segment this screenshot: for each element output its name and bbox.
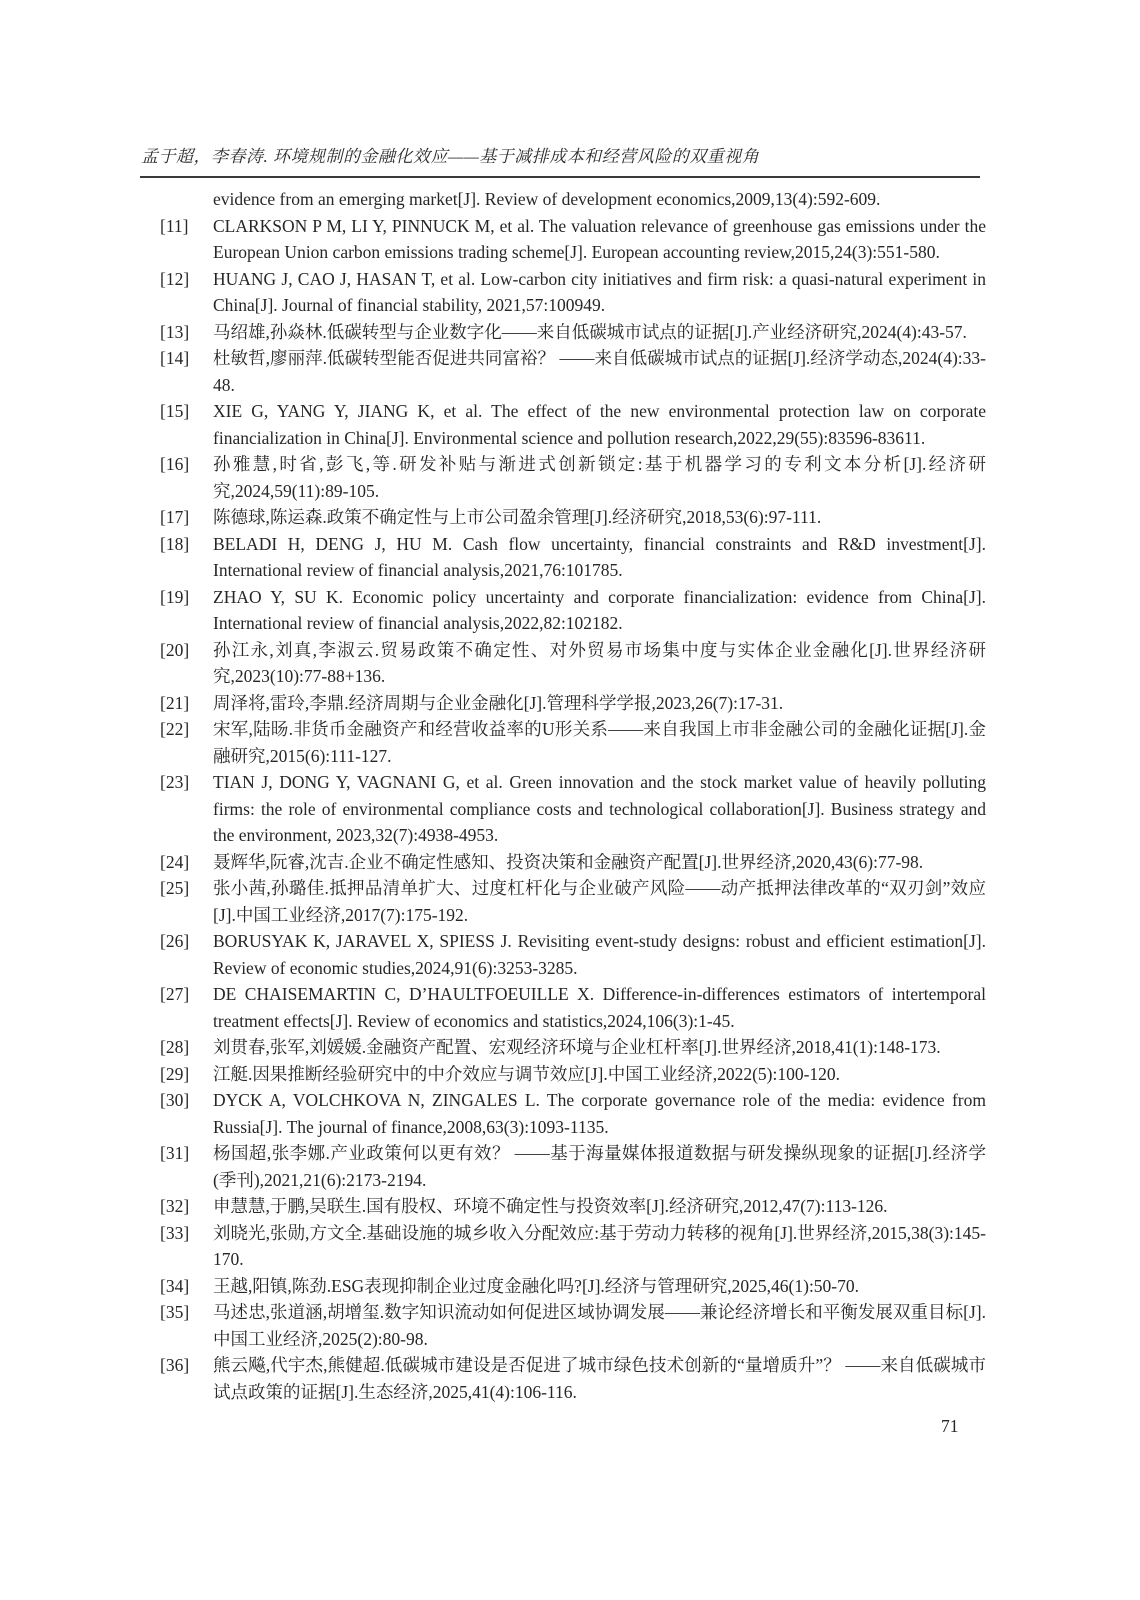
reference-text: 王越,阳镇,陈劲.ESG表现抑制企业过度金融化吗?[J].经济与管理研究,2025,46(1):50-70.	[213, 1275, 860, 1296]
reference-text: HUANG J, CAO J, HASAN T, et al. Low-carbon city initiatives and firm risk: a quasi-natural experiment in China[J]. Journal of financial stability, 2021,57:100949.	[213, 268, 986, 315]
reference-item	[160, 928, 986, 981]
reference-number: [11]	[160, 215, 189, 236]
reference-number: [13]	[160, 321, 190, 342]
reference-item	[160, 1087, 986, 1140]
page-number: 71	[941, 1416, 959, 1436]
reference-item	[160, 637, 986, 690]
reference-item	[160, 849, 986, 876]
reference-item	[160, 584, 986, 637]
reference-number: [15]	[160, 401, 190, 421]
reference-item	[160, 875, 986, 928]
reference-text: 张小茜,孙璐佳.抵押品清单扩大、过度杠杆化与企业破产风险——动产抵押法律改革的“双刃剑”效应[J].中国工业经济,2017(7):175-192.	[213, 878, 986, 925]
reference-number: [32]	[160, 1196, 190, 1216]
reference-number: [25]	[160, 878, 190, 898]
reference-text: 杨国超,张李娜.产业政策何以更有效？ ——基于海量媒体报道数据与研发操纵现象的证据[J].经济学(季刊),2021,21(6):2173-2194.	[213, 1143, 986, 1190]
reference-number: [30]	[160, 1090, 190, 1110]
reference-text: BORUSYAK K, JARAVEL X, SPIESS J. Revisiting event-study designs: robust and efficient estimation[J]. Review of economic studies,2024,91(6):3253-3285.	[213, 931, 986, 978]
reference-text: 马述忠,张道涵,胡增玺.数字知识流动如何促进区域协调发展——兼论经济增长和平衡发展双重目标[J].中国工业经济,2025(2):80-98.	[213, 1302, 986, 1349]
reference-number: [31]	[160, 1143, 190, 1163]
reference-number: [16]	[160, 454, 190, 474]
reference-text: 陈德球,陈运森.政策不确定性与上市公司盈余管理[J].经济研究,2018,53(6):97-111.	[213, 507, 822, 527]
reference-item	[160, 451, 986, 504]
reference-text: 申慧慧,于鹏,吴联生.国有股权、环境不确定性与投资效率[J].经济研究,2012,47(7):113-126.	[213, 1196, 888, 1216]
reference-text: 江艇.因果推断经验研究中的中介效应与调节效应[J].中国工业经济,2022(5):100-120.	[213, 1063, 841, 1084]
reference-number: [27]	[160, 984, 190, 1004]
reference-item	[160, 1220, 986, 1273]
reference-text: 聂辉华,阮睿,沈吉.企业不确定性感知、投资决策和金融资产配置[J].世界经济,2020,43(6):77-98.	[213, 851, 924, 872]
reference-item	[160, 266, 986, 319]
reference-item	[160, 1061, 986, 1088]
reference-number: [26]	[160, 931, 190, 951]
reference-item	[160, 769, 986, 849]
reference-number: [35]	[160, 1302, 190, 1322]
reference-item	[160, 504, 986, 531]
reference-text: 孙江永,刘真,李淑云.贸易政策不确定性、对外贸易市场集中度与实体企业金融化[J].世界经济研究,2023(10):77-88+136.	[213, 639, 986, 686]
reference-item	[160, 213, 986, 266]
reference-text: evidence from an emerging market[J]. Review of development economics,2009,13(4):592-609.	[213, 189, 881, 209]
reference-text: CLARKSON P M, LI Y, PINNUCK M, et al. The valuation relevance of greenhouse gas emissions under the European Union carbon emissions trading scheme[J]. European accounting review,2015,24(3):551-580.	[213, 215, 986, 262]
reference-item	[160, 1034, 986, 1061]
reference-item	[160, 1352, 986, 1405]
reference-number: [34]	[160, 1275, 190, 1296]
reference-number: [19]	[160, 586, 190, 607]
reference-text: 马绍雄,孙焱林.低碳转型与企业数字化——来自低碳城市试点的证据[J].产业经济研究,2024(4):43-57.	[213, 321, 967, 342]
reference-text: 熊云飚,代宇杰,熊健超.低碳城市建设是否促进了城市绿色技术创新的“量增质升”？ ——来自低碳城市试点政策的证据[J].生态经济,2025,41(4):106-116.	[213, 1355, 986, 1402]
reference-item	[160, 345, 986, 398]
reference-number: [12]	[160, 268, 190, 289]
reference-text: BELADI H, DENG J, HU M. Cash flow uncertainty, financial constraints and R&D investment[J]. International review of financial analysis,2021,76:101785.	[213, 533, 986, 580]
reference-number: [23]	[160, 772, 190, 792]
reference-number: [24]	[160, 851, 190, 872]
reference-number: [28]	[160, 1037, 190, 1057]
reference-item	[160, 1273, 986, 1300]
reference-number: [36]	[160, 1355, 190, 1375]
reference-number: [18]	[160, 533, 190, 554]
reference-text: 孙雅慧,时省,彭飞,等.研发补贴与渐进式创新锁定:基于机器学习的专利文本分析[J].经济研究,2024,59(11):89-105.	[213, 454, 986, 501]
reference-item	[160, 690, 986, 717]
reference-number: [14]	[160, 348, 190, 368]
running-header-citation: 孟于超，李春涛. 环境规制的金融化效应——基于减排成本和经营风险的双重视角	[141, 147, 760, 166]
reference-text: ZHAO Y, SU K. Economic policy uncertainty and corporate financialization: evidence from China[J]. International review of financial analysis,2022,82:102182.	[213, 586, 986, 633]
reference-number: [17]	[160, 507, 190, 527]
reference-number: [29]	[160, 1063, 190, 1084]
reference-item	[160, 319, 986, 346]
reference-item	[160, 1140, 986, 1193]
header-rule	[140, 176, 980, 178]
reference-item	[160, 981, 986, 1034]
reference-text: DE CHAISEMARTIN C, D’HAULTFOEUILLE X. Difference-in-differences estimators of intertemporal treatment effects[J]. Review of economics and statistics,2024,106(3):1-45.	[213, 984, 986, 1031]
reference-continuation	[160, 186, 986, 213]
reference-item	[160, 1193, 986, 1220]
reference-number: [33]	[160, 1222, 190, 1243]
reference-number: [20]	[160, 639, 190, 660]
reference-number: [21]	[160, 692, 190, 713]
reference-text: 宋军,陆旸.非货币金融资产和经营收益率的U形关系——来自我国上市非金融公司的金融化证据[J].金融研究,2015(6):111-127.	[213, 719, 986, 766]
reference-item	[160, 531, 986, 584]
reference-text: 刘晓光,张勋,方文全.基础设施的城乡收入分配效应:基于劳动力转移的视角[J].世界经济,2015,38(3):145-170.	[213, 1222, 986, 1269]
references-list	[160, 186, 986, 1405]
reference-number: [22]	[160, 719, 190, 739]
reference-item	[160, 716, 986, 769]
reference-item	[160, 398, 986, 451]
reference-item	[160, 1299, 986, 1352]
reference-text: XIE G, YANG Y, JIANG K, et al. The effect of the new environmental protection law on corporate financialization in China[J]. Environmental science and pollution research,2022,29(55):83596-83611.	[213, 401, 986, 448]
reference-text: 杜敏哲,廖丽萍.低碳转型能否促进共同富裕？ ——来自低碳城市试点的证据[J].经济学动态,2024(4):33-48.	[213, 348, 986, 395]
reference-text: 刘贯春,张军,刘媛媛.金融资产配置、宏观经济环境与企业杠杆率[J].世界经济,2018,41(1):148-173.	[213, 1037, 941, 1057]
reference-text: TIAN J, DONG Y, VAGNANI G, et al. Green innovation and the stock market value of heavily polluting firms: the role of environmental compliance costs and technological collaboration[J]. Business strategy and the environment, 2023,32(7):4938-4953.	[213, 772, 986, 845]
reference-text: 周泽将,雷玲,李鼎.经济周期与企业金融化[J].管理科学学报,2023,26(7):17-31.	[213, 692, 784, 713]
reference-text: DYCK A, VOLCHKOVA N, ZINGALES L. The corporate governance role of the media: evidence from Russia[J]. The journal of finance,2008,63(3):1093-1135.	[213, 1090, 986, 1137]
